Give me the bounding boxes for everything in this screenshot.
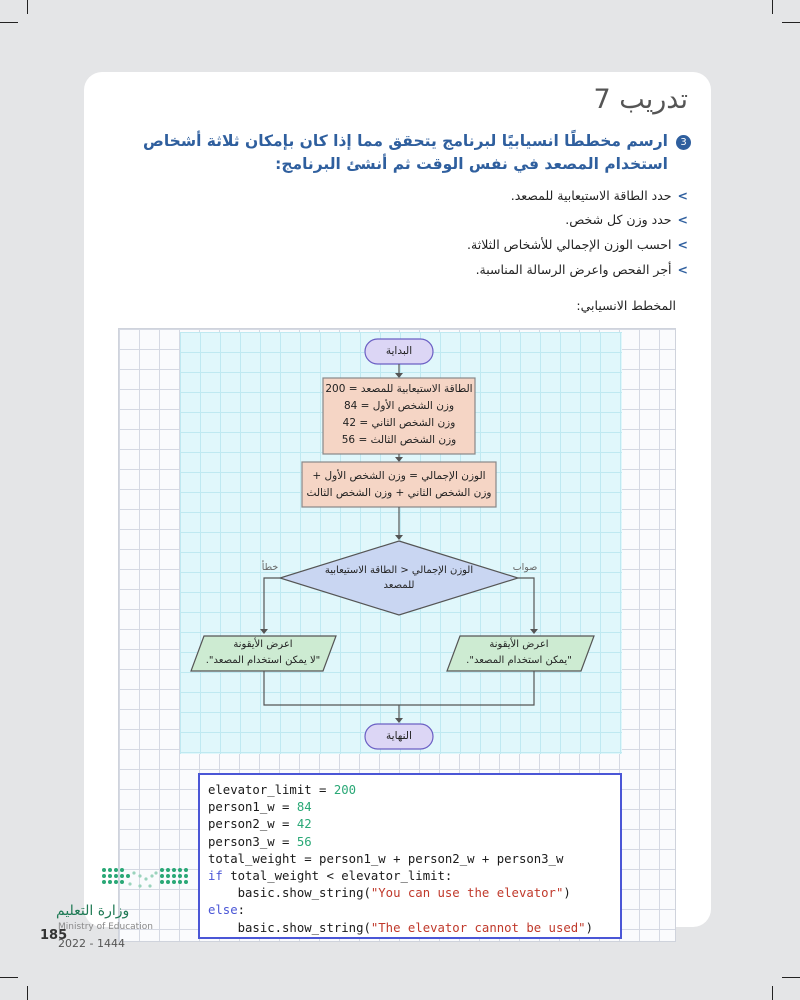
code-line: person1_w = 84 [208,800,312,815]
code-line: elevator_limit = 200 [208,783,357,797]
true-branch [518,578,534,632]
code-line: basic.show_string("You can use the elevator") [208,886,571,901]
flowchart-label: المخطط الانسيابي: [576,298,676,313]
arrowhead [395,718,403,723]
code-line: if total_weight < elevator_limit: [208,869,453,884]
arrow-icon: > [677,237,688,252]
false-label: خطأ [261,562,279,573]
arrowhead [395,535,403,540]
step-item: >احسب الوزن الإجمالي للأشخاص الثلاثة. [467,237,688,252]
arrowhead [530,629,538,634]
true-label: صواب [512,562,538,573]
page-number: 185 [40,928,68,943]
arrow-icon: > [677,262,688,277]
arrow-icon: > [677,188,688,203]
output-false-text: اعرض الأيقونة "لا يمكن استخدام المصعد". [205,639,321,666]
year: 2022 - 1444 [58,937,125,950]
code-line: basic.show_string("The elevator cannot be used") [208,920,593,935]
ministry-name-en: Ministry of Education [58,922,153,932]
arrow-icon: > [677,212,688,227]
code-line: person3_w = 56 [208,834,312,849]
decision-text: الوزن الإجمالي < الطاقة الاستيعابية للمصعد [324,565,474,591]
code-line: total_weight = person1_w + person2_w + person3_w [208,851,564,866]
ministry-name-ar: وزارة التعليم [56,903,130,919]
false-branch [264,578,280,632]
code-line: else: [208,903,246,918]
step-item: >حدد وزن كل شخص. [565,212,688,227]
merge-line [264,671,534,705]
question-text: ارسم مخططًا انسيابيًا لبرنامج يتحقق مما إذا كان بإمكان ثلاثة أشخاص استخدام المصعد في نفس الوقت ثم أنشئ البرنامج: [142,132,668,173]
output-true-text: اعرض الأيقونة "يمكن استخدام المصعد". [466,639,572,666]
question-number-badge: 3 [676,135,691,150]
start-label: البداية [385,345,413,357]
ministry-logo [100,862,192,898]
code-line: person2_w = 42 [208,817,312,832]
arrowhead [395,457,403,462]
process-text: الوزن الإجمالي = وزن الشخص الأول + وزن الشخص الثاني + وزن الشخص الثالث [306,470,492,499]
step-item: >أجر الفحص واعرض الرسالة المناسبة. [475,262,688,277]
step-item: >حدد الطاقة الاستيعابية للمصعد. [510,188,688,203]
end-label: النهاية [386,730,412,742]
arrowhead [260,629,268,634]
exercise-title: تدريب 7 [593,84,688,115]
input-text: الطاقة الاستيعابية للمصعد = 200 وزن الشخص الأول = 84 وزن الشخص الثاني = 42 وزن الشخص الثالث = 56 [325,383,473,446]
code-block [198,773,622,939]
arrowhead [395,373,403,378]
